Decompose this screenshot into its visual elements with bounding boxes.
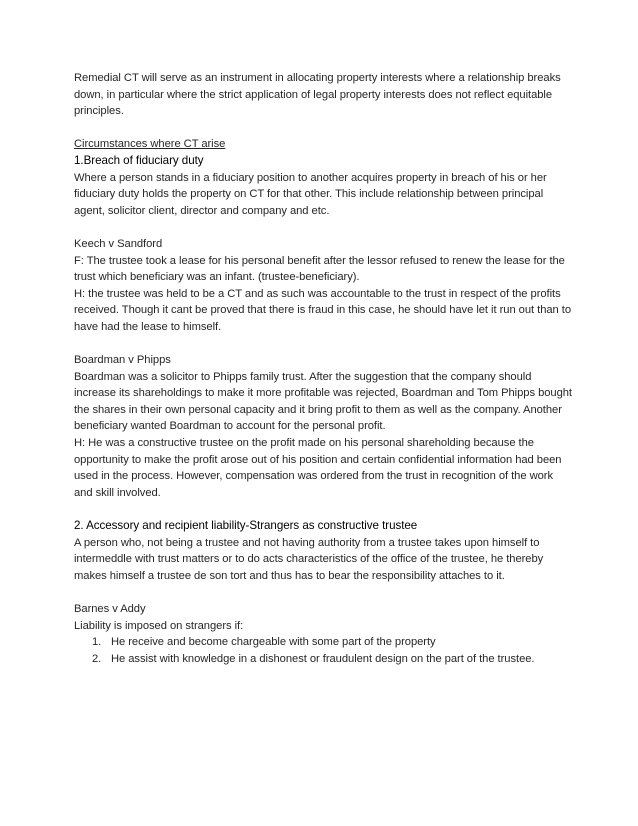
case-boardman-title: Boardman v Phipps — [74, 354, 171, 367]
case-keech-held: H: the trustee was held to be a CT and as such was accountable to the trust in respect of the profits received. Though it cant be proved that there is fraud in this case, he should have let it run out than to have had the lease to himself. — [74, 287, 572, 333]
case-boardman-held: H: He was a constructive trustee on the profit made on his personal shareholding because the opportunity to make the profit arose out of his position and certain confidential information had been used in the process. However, compensation was ordered from the trust in recognition of the work and skill involved. — [74, 437, 562, 499]
list-item — [74, 634, 574, 651]
case-boardman-facts: Boardman was a solicitor to Phipps family trust. After the suggestion that the company should increase its shareholdings to make it more profitable was rejected, Boardman and Tom Phipps bought the shares in their own personal capacity and it bring profit to them as well as the company. Another beneficiary wanted Boardman to account for the personal profit. — [74, 370, 572, 433]
section-1-body: Where a person stands in a fiduciary position to another acquires property in breach of his or her fiduciary duty holds the property on CT for that other. This include relationship between principal agent, solicitor client, director and company and etc. — [74, 171, 547, 217]
spacer — [74, 584, 574, 601]
spacer — [74, 501, 574, 518]
circumstances-heading: Circumstances where CT arise — [74, 138, 226, 151]
case-barnes-lead: Liability is imposed on strangers if: — [74, 619, 244, 632]
section-1-heading: 1.Breach of fiduciary duty — [74, 153, 204, 167]
spacer — [74, 336, 574, 353]
document-page — [74, 70, 574, 667]
list-item-number: 1. — [92, 636, 102, 649]
liability-list — [74, 634, 574, 667]
spacer — [74, 120, 574, 137]
list-item-text: He assist with knowledge in a dishonest or fraudulent design on the part of the trustee. — [111, 652, 535, 665]
case-barnes-title: Barnes v Addy — [74, 603, 146, 615]
list-item-number: 2. — [92, 652, 102, 665]
section-2-heading: 2. Accessory and recipient liability-Strangers as constructive trustee — [74, 519, 418, 533]
section-2-body: A person who, not being a trustee and not having authority from a trustee takes upon himself to intermeddle with trust matters or to do acts characteristics of the office of the trustee, he thereby makes himself a trustee de son tort and thus has to bear the responsibility attaches to it. — [74, 536, 544, 582]
spacer — [74, 219, 574, 236]
list-item-text: He receive and become chargeable with some part of the property — [111, 636, 436, 649]
case-keech-title: Keech v Sandford — [74, 237, 163, 250]
case-keech-facts: F: The trustee took a lease for his personal benefit after the lessor refused to renew the lease for the trust which beneficiary was an infant. (trustee-beneficiary). — [74, 254, 565, 284]
intro-paragraph: Remedial CT will serve as an instrument in allocating property interests where a relationship breaks down, in particular where the strict application of legal property interests does not reflect equitable principles. — [74, 72, 561, 118]
list-item — [74, 651, 574, 668]
